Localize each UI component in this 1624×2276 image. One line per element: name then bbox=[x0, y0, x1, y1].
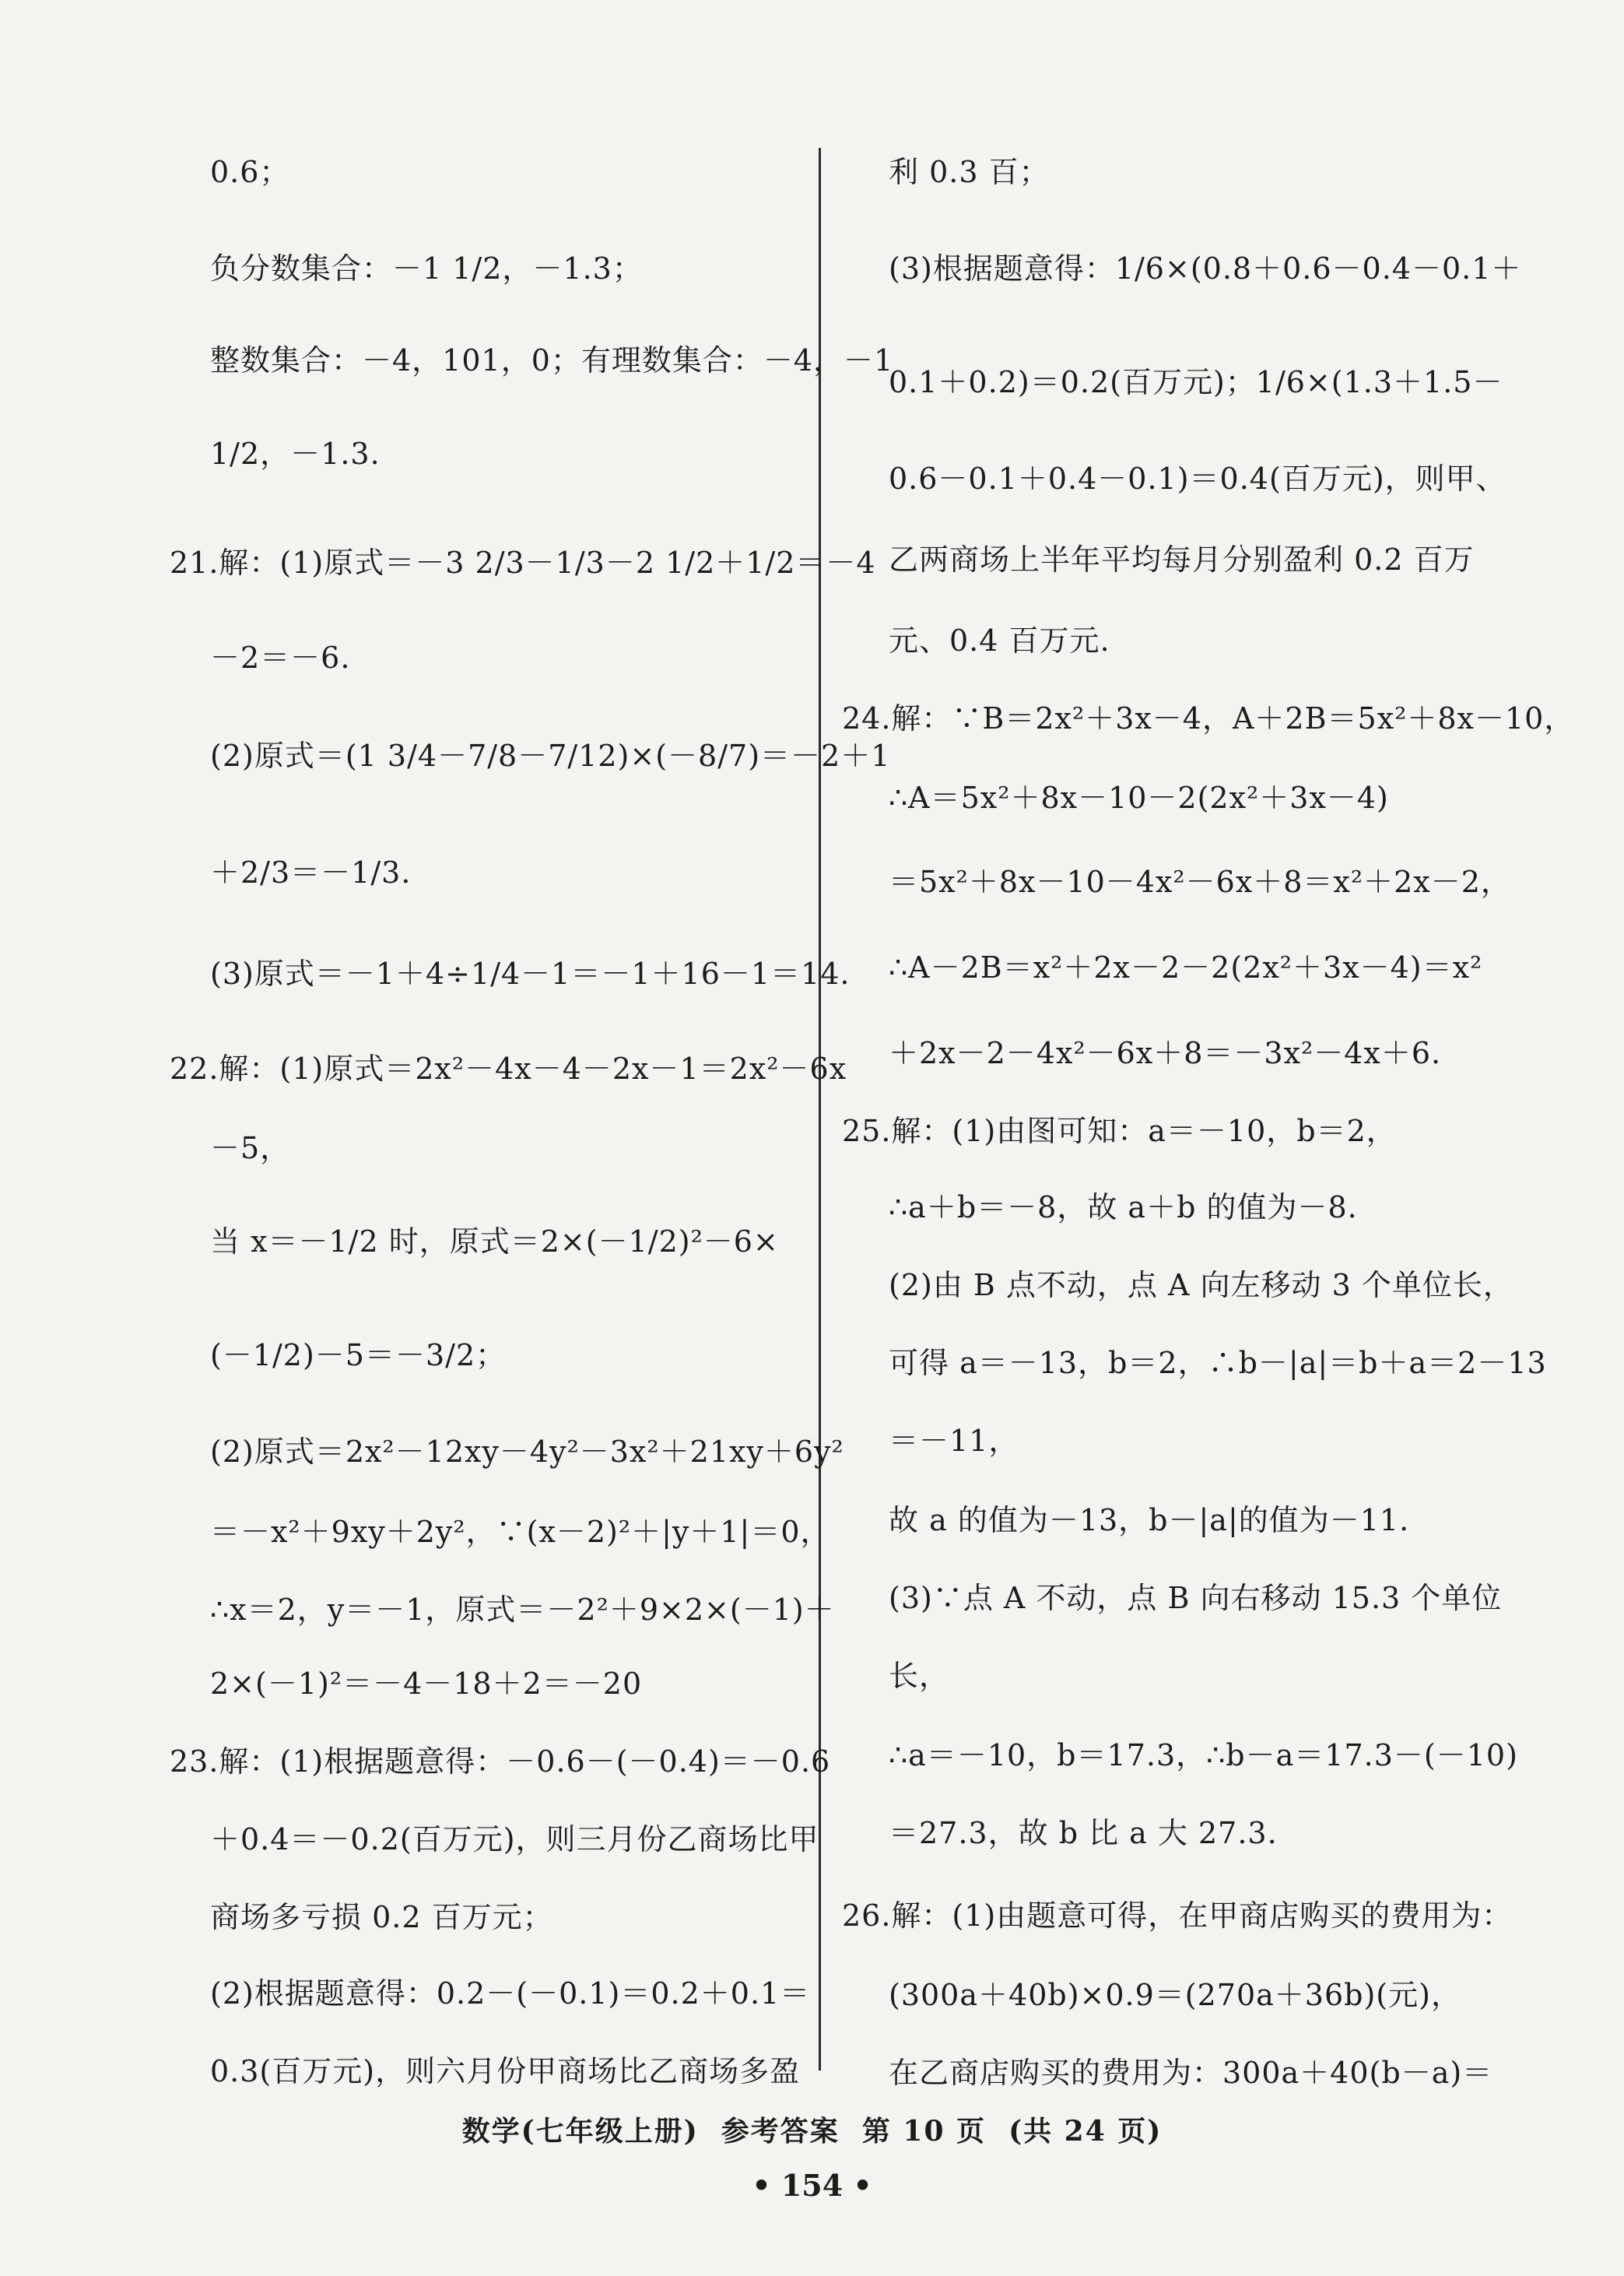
answer-line: (300a＋40b)×0.9＝(270a＋36b)(元)， bbox=[889, 1978, 1461, 2012]
answer-line: 商场多亏损 0.2 百万元； bbox=[210, 1900, 553, 1934]
answer-line: 在乙商店购买的费用为：300a＋40(b－a)＝ bbox=[889, 2056, 1493, 2090]
column-divider bbox=[819, 148, 821, 2071]
answer-line: 长， bbox=[889, 1659, 950, 1693]
answer-line: 元、0.4 百万元. bbox=[889, 623, 1110, 658]
answer-line: (2)根据题意得：0.2－(－0.1)＝0.2＋0.1＝ bbox=[210, 1976, 811, 2011]
answer-line: ＋2x－2－4x²－6x＋8＝－3x²－4x＋6. bbox=[889, 1036, 1442, 1070]
answer-line: ＝5x²＋8x－10－4x²－6x＋8＝x²＋2x－2， bbox=[889, 865, 1511, 899]
answer-line: ∴A＝5x²＋8x－10－2(2x²＋3x－4) bbox=[889, 781, 1389, 815]
answer-line: 负分数集合：－1 1/2，－1.3； bbox=[210, 251, 643, 286]
answer-line: －5， bbox=[210, 1131, 291, 1165]
page-number: • 154 • bbox=[752, 2168, 872, 2203]
answer-line: 故 a 的值为－13，b－|a|的值为－11. bbox=[889, 1503, 1410, 1537]
answer-line: (2)原式＝2x²－12xy－4y²－3x²＋21xy＋6y² bbox=[210, 1435, 844, 1469]
answer-line: 2×(－1)²＝－4－18＋2＝－20 bbox=[210, 1667, 643, 1701]
answer-line: (－1/2)－5＝－3/2； bbox=[210, 1338, 507, 1372]
answer-line: 0.1＋0.2)＝0.2(百万元)；1/6×(1.3＋1.5－ bbox=[889, 365, 1503, 399]
answer-line: 21.解：(1)原式＝－3 2/3－1/3－2 1/2＋1/2＝－4 bbox=[170, 546, 876, 580]
answer-line: 26.解：(1)由题意可得，在甲商店购买的费用为： bbox=[842, 1898, 1513, 1933]
footer-title: 数学(七年级上册) 参考答案 第 10 页 (共 24 页) bbox=[461, 2115, 1163, 2148]
answer-line: ＋2/3＝－1/3. bbox=[210, 855, 412, 890]
answer-line: 1/2，－1.3. bbox=[210, 437, 381, 471]
answer-line: 23.解：(1)根据题意得：－0.6－(－0.4)＝－0.6 bbox=[170, 1744, 831, 1779]
answer-line: 25.解：(1)由图可知：a＝－10，b＝2， bbox=[842, 1114, 1397, 1148]
answer-line: ＋0.4＝－0.2(百万元)，则三月份乙商场比甲 bbox=[210, 1822, 819, 1856]
answer-line: 乙两商场上半年平均每月分别盈利 0.2 百万 bbox=[889, 543, 1475, 577]
answer-line: －2＝－6. bbox=[210, 641, 351, 675]
answer-line: 当 x＝－1/2 时，原式＝2×(－1/2)²－6× bbox=[210, 1224, 779, 1259]
answer-line: 0.6－0.1＋0.4－0.1)＝0.4(百万元)，则甲、 bbox=[889, 462, 1506, 496]
answer-line: (2)由 B 点不动，点 A 向左移动 3 个单位长， bbox=[889, 1268, 1514, 1302]
answer-line: (3)∵点 A 不动，点 B 向右移动 15.3 个单位 bbox=[889, 1581, 1503, 1615]
answer-line: 可得 a＝－13，b＝2，∴b－|a|＝b＋a＝2－13 bbox=[889, 1346, 1547, 1380]
answer-line: ∴a＝－10，b＝17.3，∴b－a＝17.3－(－10) bbox=[889, 1738, 1518, 1772]
answer-line: ∴a＋b＝－8，故 a＋b 的值为－8. bbox=[889, 1190, 1358, 1224]
answer-line: ＝27.3，故 b 比 a 大 27.3. bbox=[889, 1816, 1278, 1850]
answer-line: 整数集合：－4，101，0；有理数集合：－4，－1 bbox=[210, 343, 894, 378]
answer-line: ＝－11， bbox=[889, 1424, 1019, 1458]
answer-line: 22.解：(1)原式＝2x²－4x－4－2x－1＝2x²－6x bbox=[170, 1052, 847, 1086]
answer-line: (3)根据题意得：1/6×(0.8＋0.6－0.4－0.1＋ bbox=[889, 251, 1522, 286]
answer-line: ∴A－2B＝x²＋2x－2－2(2x²＋3x－4)＝x² bbox=[889, 950, 1483, 985]
answer-line: 0.6； bbox=[210, 155, 290, 189]
answer-line: (3)原式＝－1＋4÷1/4－1＝－1＋16－1＝14. bbox=[210, 957, 851, 991]
answer-line: 24.解：∵B＝2x²＋3x－4，A＋2B＝5x²＋8x－10， bbox=[842, 701, 1575, 736]
answer-line: 0.3(百万元)，则六月份甲商场比乙商场多盈 bbox=[210, 2054, 801, 2088]
answer-line: 利 0.3 百； bbox=[889, 155, 1050, 189]
answer-line: ∴x＝2，y＝－1，原式＝－2²＋9×2×(－1)＋ bbox=[210, 1593, 835, 1627]
answer-line: (2)原式＝(1 3/4－7/8－7/12)×(－8/7)＝－2＋1 bbox=[210, 739, 891, 773]
answer-line: ＝－x²＋9xy＋2y²，∵(x－2)²＋|y＋1|＝0， bbox=[210, 1515, 831, 1549]
